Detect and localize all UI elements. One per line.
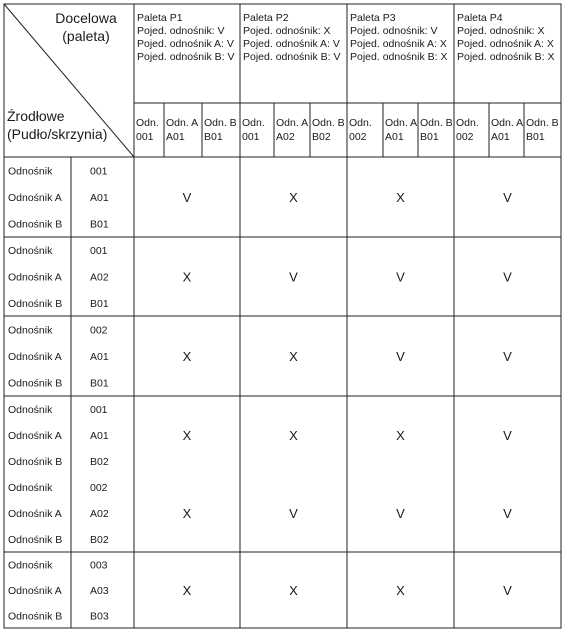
pallet-title: Paleta P1 bbox=[137, 12, 183, 24]
pallet-rule-line: Pojed. odnośnik B: V bbox=[243, 51, 341, 63]
row-label: Odnośnik A bbox=[8, 271, 62, 284]
column-header-line1: Odn. B bbox=[526, 117, 559, 129]
compatibility-mark: V bbox=[182, 190, 192, 205]
table-body bbox=[8, 165, 512, 622]
column-header bbox=[166, 117, 198, 143]
column-header-line2: A02 bbox=[276, 131, 295, 143]
column-header-line1: Odn. A bbox=[385, 117, 418, 129]
column-header-line1: Odn. A bbox=[166, 117, 199, 129]
row-label: Odnośnik bbox=[8, 245, 53, 258]
row-value: 001 bbox=[90, 245, 108, 258]
row-value: A01 bbox=[90, 192, 109, 204]
pallet-rule-line: Pojed. odnośnik A: V bbox=[243, 38, 340, 50]
row-value: A02 bbox=[90, 271, 109, 284]
row-value: A02 bbox=[90, 508, 109, 520]
compatibility-mark: X bbox=[396, 428, 405, 443]
column-header-line2: B01 bbox=[204, 131, 223, 143]
pallet-rule-line: Pojed. odnośnik A: X bbox=[350, 38, 447, 50]
compatibility-mark: X bbox=[396, 190, 405, 205]
compatibility-mark: V bbox=[503, 190, 512, 205]
compatibility-mark: X bbox=[289, 583, 298, 598]
compatibility-mark: V bbox=[503, 506, 512, 521]
source-label-sub: (Pudło/skrzynia) bbox=[7, 126, 108, 142]
pallet-title: Paleta P2 bbox=[243, 12, 289, 24]
column-header bbox=[204, 117, 237, 143]
compatibility-mark: V bbox=[396, 349, 405, 364]
row-label: Odnośnik B bbox=[8, 297, 63, 310]
table-row-group bbox=[8, 560, 512, 623]
row-label: Odnośnik A bbox=[8, 585, 62, 597]
pallet-rule-line: Pojed. odnośnik A: V bbox=[137, 38, 234, 50]
row-value: 001 bbox=[90, 165, 108, 178]
pallet-rule-line: Pojed. odnośnik A: X bbox=[457, 38, 554, 50]
column-header-line1: Odn. bbox=[349, 117, 372, 129]
row-label: Odnośnik bbox=[8, 165, 53, 178]
compatibility-mark: V bbox=[503, 428, 512, 443]
column-header bbox=[456, 117, 479, 143]
column-header-line2: A01 bbox=[166, 131, 185, 143]
column-header-line1: Odn. A bbox=[276, 117, 309, 129]
pallet-header bbox=[457, 12, 554, 63]
compatibility-mark: V bbox=[396, 269, 405, 285]
target-label: Docelowa bbox=[55, 10, 117, 26]
column-header bbox=[491, 117, 523, 143]
column-header-line2: A01 bbox=[385, 131, 404, 143]
compatibility-mark: X bbox=[182, 269, 192, 285]
column-header-line2: B01 bbox=[420, 131, 439, 143]
row-label: Odnośnik B bbox=[8, 456, 63, 468]
row-value: B03 bbox=[90, 610, 109, 623]
compatibility-mark: X bbox=[182, 506, 192, 521]
pallet-title: Paleta P3 bbox=[350, 12, 396, 24]
corner-header bbox=[7, 10, 117, 142]
compatibility-mark: X bbox=[182, 349, 192, 364]
row-label: Odnośnik A bbox=[8, 508, 62, 520]
table-row-group bbox=[8, 482, 512, 546]
compatibility-mark: V bbox=[396, 506, 405, 521]
column-header-line2: 002 bbox=[349, 131, 367, 143]
compatibility-mark: X bbox=[289, 349, 298, 364]
pallet-rule-line: Pojed. odnośnik B: X bbox=[350, 51, 448, 63]
table-row-group bbox=[8, 324, 512, 389]
row-value: A01 bbox=[90, 430, 109, 442]
row-value: B01 bbox=[90, 297, 109, 310]
row-value: B01 bbox=[90, 377, 109, 390]
column-header-line1: Odn. bbox=[136, 117, 159, 129]
row-value: A01 bbox=[90, 351, 109, 363]
column-header-line1: Odn. A bbox=[491, 117, 524, 129]
column-header-line1: Odn. bbox=[242, 117, 265, 129]
pallet-rule-line: Pojed. odnośnik: X bbox=[457, 25, 545, 37]
row-value: 001 bbox=[90, 404, 108, 416]
row-label: Odnośnik B bbox=[8, 534, 63, 546]
table-grid-lines bbox=[4, 4, 561, 628]
row-value: 002 bbox=[90, 482, 108, 494]
target-label-sub: (paleta) bbox=[62, 28, 110, 44]
column-header-line2: 001 bbox=[242, 131, 260, 143]
row-value: B02 bbox=[90, 456, 109, 468]
row-value: 002 bbox=[90, 324, 108, 337]
row-label: Odnośnik A bbox=[8, 351, 62, 363]
column-header-line2: 002 bbox=[456, 131, 474, 143]
column-header-line1: Odn. B bbox=[420, 117, 453, 129]
column-header bbox=[242, 117, 265, 143]
row-value: B02 bbox=[90, 534, 109, 546]
pallet-headers bbox=[137, 12, 554, 63]
row-label: Odnośnik bbox=[8, 559, 53, 572]
column-header-line1: Odn. bbox=[456, 117, 479, 129]
table-row-group bbox=[8, 245, 512, 310]
source-label: Źrodłowe bbox=[7, 108, 65, 124]
pallet-header bbox=[243, 12, 340, 63]
column-header-line1: Odn. B bbox=[312, 117, 345, 129]
compatibility-mark: V bbox=[503, 349, 512, 364]
column-header bbox=[526, 117, 559, 143]
row-label: Odnośnik A bbox=[8, 430, 62, 442]
compatibility-mark: X bbox=[289, 428, 298, 443]
column-header-line2: B02 bbox=[312, 131, 331, 143]
column-header-line1: Odn. B bbox=[204, 117, 237, 129]
column-header bbox=[312, 117, 345, 143]
row-label: Odnośnik bbox=[8, 324, 53, 337]
column-header bbox=[276, 117, 308, 143]
compatibility-mark: V bbox=[289, 269, 298, 285]
row-value: A03 bbox=[90, 585, 109, 597]
row-label: Odnośnik bbox=[8, 404, 53, 416]
pallet-header bbox=[137, 12, 234, 63]
compatibility-mark: X bbox=[289, 190, 298, 205]
row-label: Odnośnik B bbox=[8, 610, 63, 623]
row-label: Odnośnik B bbox=[8, 218, 63, 231]
compatibility-mark: X bbox=[182, 583, 192, 598]
pallet-rule-line: Pojed. odnośnik: V bbox=[137, 25, 225, 37]
column-header-line2: A01 bbox=[491, 131, 510, 143]
pallet-rule-line: Pojed. odnośnik: X bbox=[243, 25, 331, 37]
pallet-rule-line: Pojed. odnośnik B: V bbox=[137, 51, 235, 63]
row-value: 003 bbox=[90, 559, 108, 572]
row-label: Odnośnik B bbox=[8, 377, 63, 390]
pallet-rule-line: Pojed. odnośnik: V bbox=[350, 25, 438, 37]
row-value: B01 bbox=[90, 218, 109, 231]
table-row-group bbox=[8, 165, 512, 230]
column-header-line2: B01 bbox=[526, 131, 545, 143]
column-header bbox=[385, 117, 417, 143]
column-header bbox=[136, 117, 159, 143]
table-row-group bbox=[8, 404, 512, 468]
pallet-title: Paleta P4 bbox=[457, 12, 503, 24]
column-header bbox=[420, 117, 453, 143]
compatibility-mark: V bbox=[503, 583, 512, 598]
row-label: Odnośnik A bbox=[8, 192, 62, 204]
row-label: Odnośnik bbox=[8, 482, 53, 494]
column-header-line2: 001 bbox=[136, 131, 154, 143]
compatibility-mark: V bbox=[503, 269, 512, 285]
compatibility-mark: X bbox=[396, 583, 405, 598]
compatibility-mark: V bbox=[289, 506, 298, 521]
pallet-header bbox=[350, 12, 447, 63]
compatibility-mark: X bbox=[182, 428, 192, 443]
pallet-rule-line: Pojed. odnośnik B: X bbox=[457, 51, 555, 63]
column-header bbox=[349, 117, 372, 143]
